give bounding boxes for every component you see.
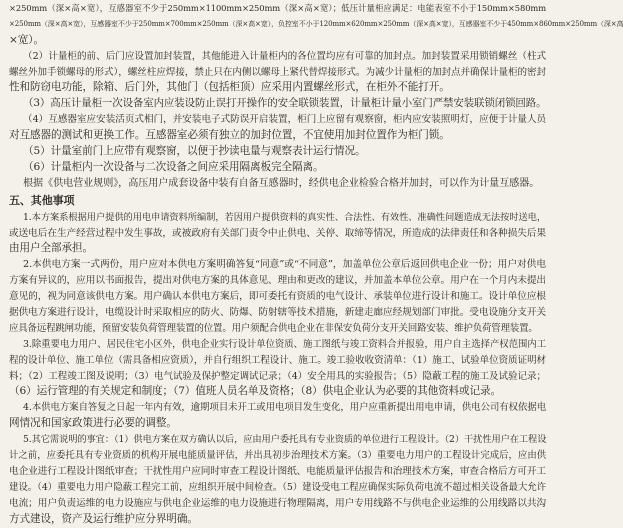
text-line: 据供电方案进行设计，电缆设计时采取相应的防火、防爆、防射辖等技术措施，新建走廊应经规划部门审批。受电设施分支开关	[9, 307, 546, 319]
text-line: 网情况和国家政策进行必要的调整。	[9, 417, 177, 430]
text-line: 方式建设，资产及运行维护应分界明确。	[9, 512, 198, 525]
text-line: 意见的，视为同意该供电方案。用户确认本供电方案后，即可委托有资质的电气设计、承装单位进行设计和施工。设计单位应根	[9, 291, 546, 303]
text-line: ×宽）。	[9, 33, 44, 46]
text-line: （6）计量柜内一次设备与二次设备之间应采用隔离板完全隔离。	[23, 160, 324, 173]
text-line: 电企业进行工程设计图纸审查；干扰性用户应同时审查工程设计图纸、电能质量评估报告和治理技术方案，审查合格后方可开工	[9, 465, 546, 477]
text-line: 根据《供电营业规则》，高压用户成套设备中装有自备互感器时，经供电企业检验合格并加封，可以作为计量互感器。	[23, 177, 540, 189]
text-line: 4.本供电方案自答复之日起一年内有效，逾期项目未开工或用电项目发生变化，用户应重新提出用电申请，供电公司有权依据电	[23, 402, 546, 414]
text-line: 建设。（4）重要电力用户隐蔽工程完工前，应组织开展中间检查。（5）建设受电工程应确保实际负荷电流不超过相关设备最大允许	[9, 481, 546, 493]
text-line: 5.其它需说明的事宜：（1）供电方案在双方确认以后，应由用户委托具有专业资质的单位进行工程设计。（2）干扰性用户在工程设	[23, 434, 547, 446]
text-line: （6）运行管理的有关规定和制度；（7）值班人员名单及资格；（8）供电企业认为必要的其他资料或记录。	[9, 385, 502, 398]
text-line: （4）互感器室应安装活页式相门，并安装电子式防误开启装置，柜门上应留有观察窗，柜内应安装照明灯，应便于计量人员	[23, 114, 546, 126]
text-line: 电流；用户负责运维的电力设施应与供电企业运维的电力设施进行物理隔离，用户专用线路不与供电企业运维的公用线路以共沟	[9, 497, 546, 509]
text-line: 1.本方案系根据用户提供的用电申请资料所编制，若因用户提供资料的真实性、合法性、有效性、准确性问题造成无法按时送电，	[23, 211, 546, 223]
text-line: 料；（2）工程竣工图及说明；（3）电气试验及保护整定调试记录；（4）安全用具的实验报告；（5）隐蔽工程的施工及试验记录；	[9, 370, 546, 382]
text-line: （5）计量室前门上应带有观察窗，以便于抄读电量与观察表计运行情况。	[23, 145, 366, 158]
text-line: ×250mm（深×高×宽），互感器室不少于250mm×700mm×250mm（深×高×宽），负控室不小于120mm×620mm×250mm（深×高×宽），互感器室不少于450mm×860mm×250mm（深×高	[9, 19, 623, 28]
text-line: 3.除重要电力用户、居民住宅小区外，供电企业实行设计单位资质、施工图纸与竣工资料合并报验，用户自主选择产权范围内工	[23, 338, 546, 350]
text-line: 性和防窃电功能，除箱、后门外，其他门（包括柜顶）应采用内置螺丝形式，在柜外不能打开。	[9, 81, 450, 94]
text-line: 计之前，应委托具有专业资质的机构开展电能质量评估，并出具初步治理技术方案。（3）重要电力用户的工程设计完成后，应由供	[9, 450, 546, 462]
text-line: 对互感器的测试和更换工作。互感器室必须有独立的加封位置，不宜使用加封位置作为柜门锁。	[9, 129, 450, 142]
text-line: 应具备远程跳闸功能，预留安装负荷管理装置的位置。用户须配合供电企业在非保安负荷分支开关回路安装、维护负荷管理装置。	[9, 322, 538, 334]
text-line: 由用户全部承担。	[9, 242, 93, 255]
text-line: （3）高压计量柜一次设备室内应装设防止误打开操作的安全联锁装置，计量柜计量小室门严禁安装联锁闭锁回路。	[23, 97, 547, 110]
text-line: 螺丝外加手锁螺母的形式），螺丝柱应焊接，禁止只在内侧以螺母上紧代替焊接形式。为减少计量柜的加封点并确保计量柜的密封	[9, 66, 546, 78]
text-line: ×250mm（深×高×宽），互感器室不少于250mm×1100mm×250mm（深×高×宽）；低压计量柜应满足：电能表室不小于150mm×580mm	[9, 3, 546, 13]
section-heading: 五、其他事项	[9, 193, 75, 207]
text-line: 程的设计单位、施工单位（需具备相应资质），并自行组织工程设计、施工。竣工验收收资清单：（1）施工、试验单位资质证明材	[9, 354, 546, 366]
text-line: （2）计量柜的前、后门应设置加封装置，其他能进入计量柜内的各位置均应有可靠的加封点。加封装置采用锁销螺丝（柱式	[23, 50, 546, 62]
text-line: 或送电后在生产经营过程中发生事故，或被政府有关部门责令中止供电、关停、取缔等情况，所造成的法律责任和各种损失后果	[9, 227, 546, 239]
text-line: 方案有异议的，应用以书面报告，提出对供电方案的具体意见、理由和更改的建议，并加盖本单位公章。用户在一个月内未提出	[9, 275, 546, 287]
text-line: 2.本供电方案一式两份，用户应对本供电方案明确答复“同意”或“不同意”，加盖单位公章后返回供电企业一份；用户对供电	[23, 259, 546, 271]
